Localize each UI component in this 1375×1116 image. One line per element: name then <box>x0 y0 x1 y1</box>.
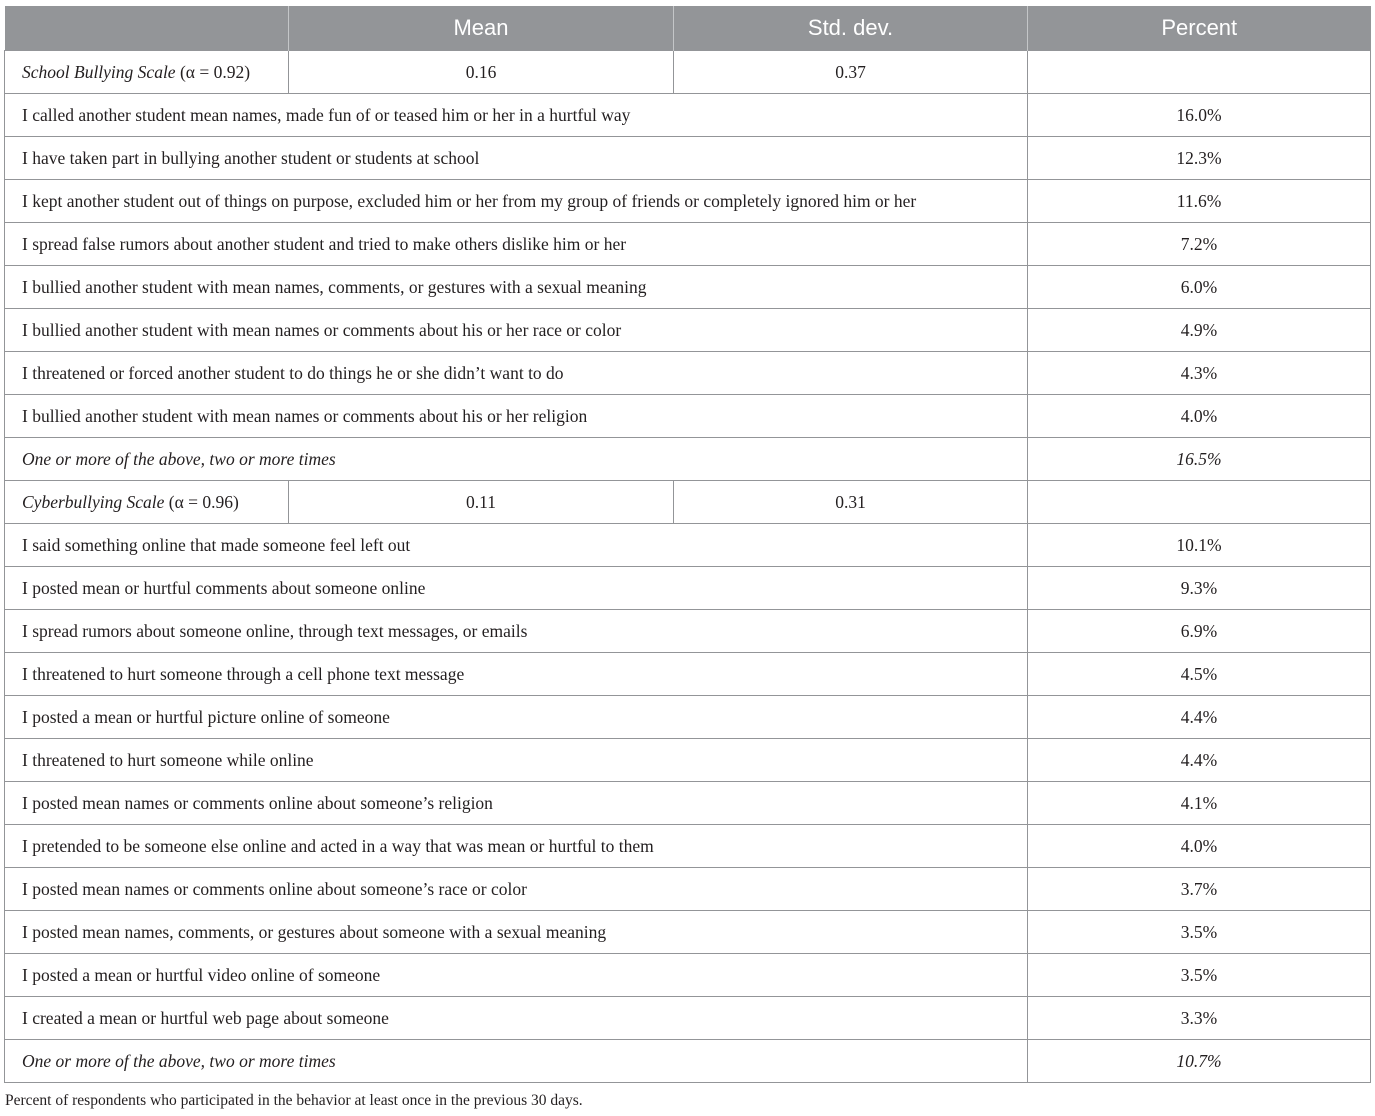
table-row <box>5 137 1371 180</box>
table-row <box>5 653 1371 696</box>
table-row <box>5 954 1371 997</box>
item-percent: 3.7% <box>1028 868 1371 911</box>
scale-percent <box>1028 51 1371 94</box>
table-row <box>5 352 1371 395</box>
item-percent: 6.0% <box>1028 266 1371 309</box>
item-label: I posted a mean or hurtful video online of someone <box>5 954 1028 997</box>
item-percent: 3.3% <box>1028 997 1371 1040</box>
summary-row-school <box>5 438 1371 481</box>
item-percent: 3.5% <box>1028 911 1371 954</box>
bullying-table <box>4 6 1371 1083</box>
table-row <box>5 782 1371 825</box>
scale-percent <box>1028 481 1371 524</box>
summary-percent: 10.7% <box>1028 1040 1371 1083</box>
item-percent: 9.3% <box>1028 567 1371 610</box>
scale-alpha: (α = 0.96) <box>168 491 239 512</box>
summary-percent: 16.5% <box>1028 438 1371 481</box>
header-std-dev: Std. dev. <box>674 6 1028 51</box>
item-percent: 4.0% <box>1028 395 1371 438</box>
item-percent: 6.9% <box>1028 610 1371 653</box>
table-row <box>5 610 1371 653</box>
item-label: I called another student mean names, made fun of or teased him or her in a hurtful way <box>5 94 1028 137</box>
item-label: I created a mean or hurtful web page about someone <box>5 997 1028 1040</box>
scale-label-school <box>5 51 289 94</box>
table-row <box>5 266 1371 309</box>
scale-name: School Bullying Scale <box>22 61 176 82</box>
scale-label-cyber <box>5 481 289 524</box>
item-label: I posted mean names or comments online about someone’s race or color <box>5 868 1028 911</box>
table-row <box>5 696 1371 739</box>
item-percent: 4.0% <box>1028 825 1371 868</box>
summary-label: One or more of the above, two or more times <box>5 438 1028 481</box>
table-container <box>4 6 1370 1083</box>
item-percent: 11.6% <box>1028 180 1371 223</box>
scale-mean: 0.16 <box>289 51 674 94</box>
scale-alpha: (α = 0.92) <box>179 61 251 82</box>
item-label: I bullied another student with mean names or comments about his or her religion <box>5 395 1028 438</box>
item-label: I have taken part in bullying another student or students at school <box>5 137 1028 180</box>
item-label: I bullied another student with mean names or comments about his or her race or color <box>5 309 1028 352</box>
item-label: I kept another student out of things on purpose, excluded him or her from my group of friends or completely ignored him or her <box>5 180 1028 223</box>
header-mean: Mean <box>289 6 674 51</box>
item-label: I threatened or forced another student to do things he or she didn’t want to do <box>5 352 1028 395</box>
summary-row-cyber <box>5 1040 1371 1083</box>
header-percent: Percent <box>1028 6 1371 51</box>
table-row <box>5 395 1371 438</box>
item-percent: 4.5% <box>1028 653 1371 696</box>
table-row <box>5 309 1371 352</box>
item-percent: 7.2% <box>1028 223 1371 266</box>
scale-std-dev: 0.31 <box>674 481 1028 524</box>
summary-label: One or more of the above, two or more times <box>5 1040 1028 1083</box>
item-percent: 4.9% <box>1028 309 1371 352</box>
table-row <box>5 524 1371 567</box>
table-row <box>5 223 1371 266</box>
item-label: I threatened to hurt someone through a cell phone text message <box>5 653 1028 696</box>
table-footnote: Percent of respondents who participated in the behavior at least once in the previous 30 days. <box>5 1092 583 1109</box>
header-blank <box>5 6 289 51</box>
table-row <box>5 868 1371 911</box>
scale-row-cyber <box>5 481 1371 524</box>
item-label: I pretended to be someone else online and acted in a way that was mean or hurtful to them <box>5 825 1028 868</box>
scale-row-school <box>5 51 1371 94</box>
item-percent: 10.1% <box>1028 524 1371 567</box>
table-row <box>5 911 1371 954</box>
item-label: I posted mean or hurtful comments about someone online <box>5 567 1028 610</box>
table-row <box>5 94 1371 137</box>
table-row <box>5 567 1371 610</box>
item-percent: 4.3% <box>1028 352 1371 395</box>
item-label: I posted mean names or comments online about someone’s religion <box>5 782 1028 825</box>
item-label: I spread rumors about someone online, through text messages, or emails <box>5 610 1028 653</box>
item-percent: 4.1% <box>1028 782 1371 825</box>
item-label: I posted mean names, comments, or gestures about someone with a sexual meaning <box>5 911 1028 954</box>
item-percent: 3.5% <box>1028 954 1371 997</box>
item-label: I threatened to hurt someone while online <box>5 739 1028 782</box>
table-header-row <box>5 6 1371 51</box>
item-label: I said something online that made someone feel left out <box>5 524 1028 567</box>
table-row <box>5 180 1371 223</box>
item-percent: 12.3% <box>1028 137 1371 180</box>
table-row <box>5 739 1371 782</box>
item-percent: 4.4% <box>1028 739 1371 782</box>
scale-std-dev: 0.37 <box>674 51 1028 94</box>
item-percent: 16.0% <box>1028 94 1371 137</box>
item-percent: 4.4% <box>1028 696 1371 739</box>
item-label: I spread false rumors about another student and tried to make others dislike him or her <box>5 223 1028 266</box>
scale-mean: 0.11 <box>289 481 674 524</box>
scale-name: Cyberbullying Scale <box>22 491 165 512</box>
item-label: I bullied another student with mean names, comments, or gestures with a sexual meaning <box>5 266 1028 309</box>
table-row <box>5 825 1371 868</box>
table-row <box>5 997 1371 1040</box>
item-label: I posted a mean or hurtful picture online of someone <box>5 696 1028 739</box>
